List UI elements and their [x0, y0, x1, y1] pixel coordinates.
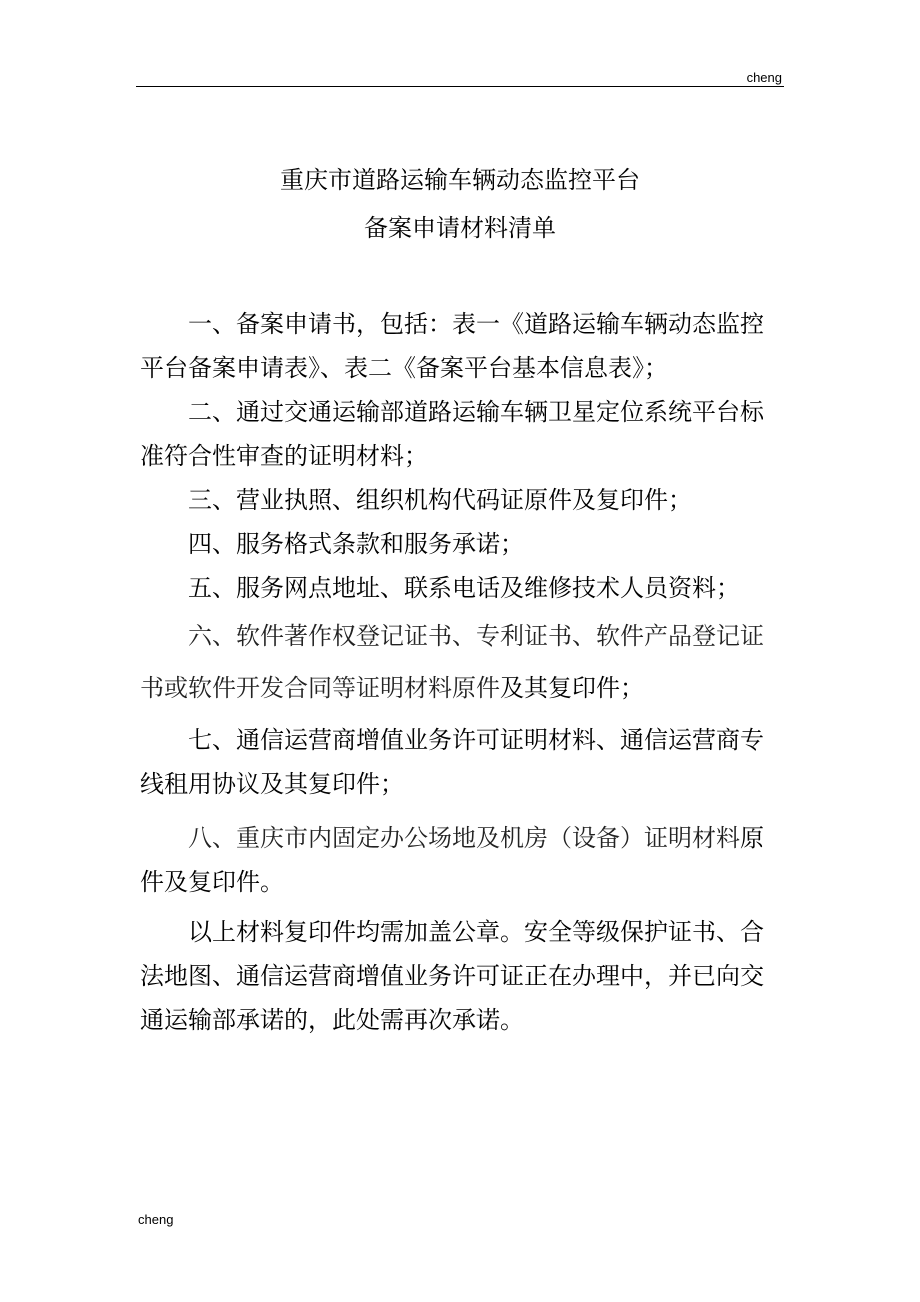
list-item-4: 四、服务格式条款和服务承诺； [188, 530, 524, 558]
list-item-2: 二、通过交通运输部道路运输车辆卫星定位系统平台标准符合性审查的证明材料； [140, 398, 764, 470]
list-item-6 [140, 610, 780, 714]
list-item-7: 七、通信运营商增值业务许可证明材料、通信运营商专线租用协议及其复印件； [140, 726, 764, 798]
list-item-6-text: 及其复印件； [500, 674, 644, 702]
list-item-3: 三、营业执照、组织机构代码证原件及复印件； [188, 486, 692, 514]
list-item-6-text-serif: 六、软件著作权登记证书、专利证书、软件产品登记证书或软件开发合同等证明材料原件 [140, 622, 764, 702]
closing-note: 以上材料复印件均需加盖公章。安全等级保护证书、合法地图、通信运营商增值业务许可证正在办理中，并已向交通运输部承诺的，此处需再次承诺。 [140, 918, 764, 1034]
document-title-line-2: 备案申请材料清单 [364, 214, 556, 242]
list-item-5: 五、服务网点地址、联系电话及维修技术人员资料； [188, 574, 740, 602]
list-item-8-text: 原件及复印件。 [140, 824, 764, 896]
list-item-8 [140, 816, 780, 904]
header-text: cheng [746, 70, 782, 85]
list-item-8-text-serif: 八、重庆市内固定办公场地及机房（设备）证明材料 [188, 824, 740, 852]
list-item-1: 一、备案申请书，包括：表一《道路运输车辆动态监控平台备案申请表》、表二《备案平台基本信息表》； [140, 310, 764, 382]
header-rule [136, 86, 784, 87]
footer-text: cheng [138, 1212, 174, 1227]
document-title-line-1: 重庆市道路运输车辆动态监控平台 [280, 166, 640, 194]
material-list [140, 302, 780, 1042]
